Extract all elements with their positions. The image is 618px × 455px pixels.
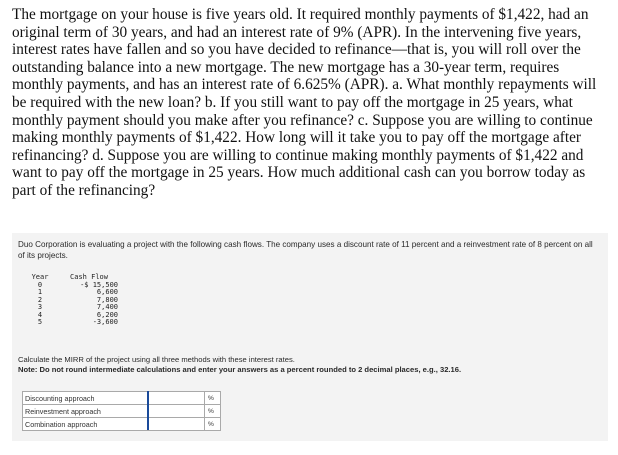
- answer-label: Discounting approach: [23, 392, 148, 405]
- answer-table: [22, 391, 221, 431]
- year-cell: 4: [37, 310, 43, 319]
- discounting-approach-input[interactable]: [148, 393, 204, 403]
- cash-flow-cell: -$ 15,500: [80, 280, 118, 289]
- percent-unit: %: [205, 392, 221, 405]
- instruction-text: Calculate the MIRR of the project using all three methods with these interest rates.: [18, 355, 295, 364]
- cash-flow-cell: -3,600: [92, 318, 118, 326]
- answer-row-discounting: [23, 392, 221, 405]
- cash-flow-cell: 7,800: [96, 295, 118, 304]
- year-cell: 2: [37, 295, 43, 304]
- year-cell: 0: [37, 280, 43, 289]
- year-cell: 1: [37, 288, 43, 296]
- table-row: [22, 319, 120, 327]
- table-header-cash-flow: Cash Flow: [70, 273, 108, 281]
- cash-flow-cell: 6,600: [96, 288, 118, 296]
- note-text: Note: Do not round intermediate calculations and enter your answers as a percent rounded to 2 decimal places, e.g., 32.16.: [18, 365, 462, 374]
- answer-label: Combination approach: [23, 418, 148, 431]
- combination-approach-input[interactable]: [148, 419, 204, 429]
- cash-flow-cell: 7,400: [96, 303, 118, 311]
- reinvestment-approach-input[interactable]: [148, 406, 204, 416]
- answer-row-reinvestment: [23, 405, 221, 418]
- year-cell: 3: [37, 303, 43, 311]
- year-cell: 5: [37, 318, 43, 326]
- percent-unit: %: [205, 418, 221, 431]
- cash-flow-cell: 6,200: [96, 310, 118, 319]
- cash-flow-table: [22, 274, 120, 327]
- problem-panel: [12, 233, 608, 441]
- answer-label: Reinvestment approach: [23, 405, 148, 418]
- problem-intro: Duo Corporation is evaluating a project with the following cash flows. The company uses a discount rate of 11 percent and a reinvestment rate of 8 percent on all of its projects.: [18, 240, 593, 260]
- table-header-year: Year: [31, 273, 49, 281]
- percent-unit: %: [205, 405, 221, 418]
- question-text: The mortgage on your house is five years old. It required monthly payments of $1,422, had an original term of 30 years, and had an interest rate of 9% (APR). In the intervening five years, interest rates have fallen and so you have decided to refinance—that is, you will roll over the outstanding balance into a new mortgage. The new mortgage has a 30-year term, requires monthly payments, and has an interest rate of 6.625% (APR). a. What monthly repayments will be required with the new loan? b. If you still want to pay off the mortgage in 25 years, what monthly payment should you make after you refinance? c. Suppose you are willing to continue making monthly payments of $1,422. How long will it take you to pay off the mortgage after refinancing? d. Suppose you are willing to continue making monthly payments of $1,422 and want to pay off the mortgage in 25 years. How much additional cash can you borrow today as part of the refinancing?: [12, 6, 597, 199]
- answer-row-combination: [23, 418, 221, 431]
